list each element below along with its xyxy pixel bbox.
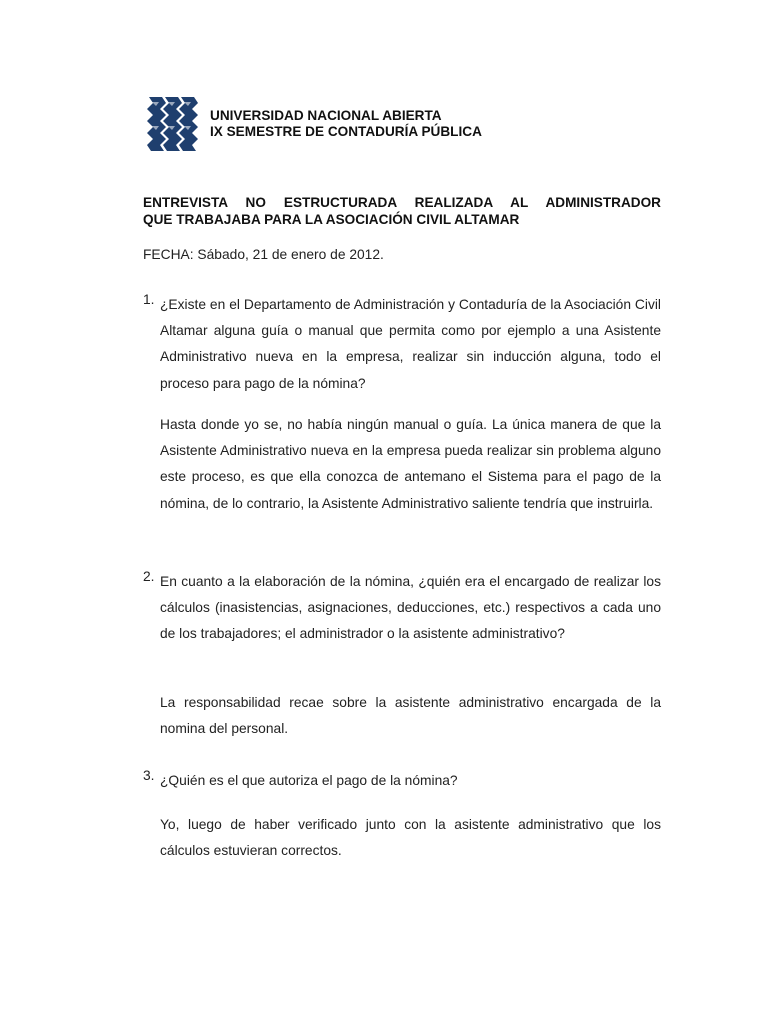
institution-header xyxy=(210,108,482,140)
question-text: ¿Quién es el que autoriza el pago de la nómina? xyxy=(160,773,458,788)
answer-1 xyxy=(143,412,661,517)
answer-text: Yo, luego de haber verificado junto con la asistente administrativo que los cálculos estuvieran correctos. xyxy=(160,817,661,859)
question-2 xyxy=(143,569,661,648)
title-line-2: QUE TRABAJABA PARA LA ASOCIACIÓN CIVIL ALTAMAR xyxy=(143,212,520,227)
answer-3 xyxy=(143,812,661,864)
answer-text: Hasta donde yo se, no había ningún manual o guía. La única manera de que la Asistente Administrativo nueva en la empresa pueda realizar sin problema alguno este proceso, es que ella conozca de antemano el Sistema para el pago de la nómina, de lo contrario, la Asistente Administrativo saliente tendría que instruirla. xyxy=(160,417,661,511)
question-1 xyxy=(143,292,661,397)
document-title xyxy=(143,194,661,228)
university-name: UNIVERSIDAD NACIONAL ABIERTA xyxy=(210,108,442,123)
question-3 xyxy=(143,768,661,794)
question-number: 3. xyxy=(143,768,155,783)
semester-program: IX SEMESTRE DE CONTADURÍA PÚBLICA xyxy=(210,124,482,139)
answer-text: La responsabilidad recae sobre la asistente administrativo encargada de la nomina del personal. xyxy=(160,695,661,737)
question-number: 1. xyxy=(143,292,155,307)
question-number: 2. xyxy=(143,569,155,584)
university-logo-icon xyxy=(146,93,200,155)
title-line-1: ENTREVISTA NO ESTRUCTURADA REALIZADA AL ADMINISTRADOR xyxy=(143,195,661,210)
question-text: En cuanto a la elaboración de la nómina, ¿quién era el encargado de realizar los cálculos (inasistencias, asignaciones, deducciones, etc.) respectivos a cada uno de los trabajadores; el administrador o la asistente administrativo? xyxy=(160,574,661,642)
question-text: ¿Existe en el Departamento de Administración y Contaduría de la Asociación Civil Altamar alguna guía o manual que permita como por ejemplo a una Asistente Administrativo nueva en la empresa, realizar sin inducción alguna, todo el proceso para pago de la nómina? xyxy=(160,297,661,391)
answer-2 xyxy=(143,690,661,742)
interview-date: FECHA: Sábado, 21 de enero de 2012. xyxy=(143,247,384,262)
